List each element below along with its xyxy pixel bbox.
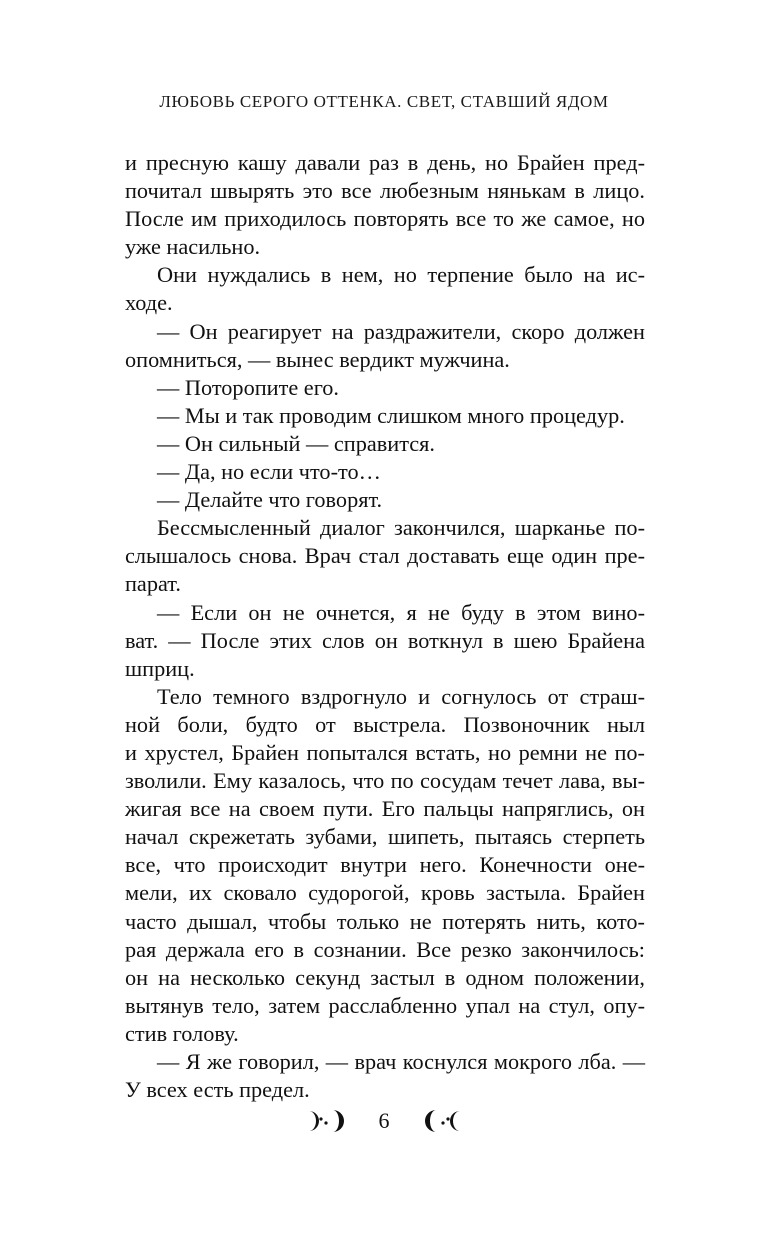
- text-line: После им приходилось повторять все то же самое, но: [125, 206, 645, 232]
- text-line: мели, их сковало судорогой, кровь застыла. Брайен: [125, 880, 645, 906]
- text-line: стив голову.: [125, 1020, 239, 1046]
- text-line: — Поторопите его.: [157, 374, 340, 400]
- text-line: зволили. Ему казалось, что по сосудам течет лава, вы-: [125, 768, 645, 794]
- text-line: уже насильно.: [125, 234, 261, 260]
- text-line: — Он реагирует на раздражители, скоро должен: [157, 318, 645, 344]
- text-line: все, что происходит внутри него. Конечности оне-: [125, 852, 645, 878]
- text-line: У всех есть предел.: [125, 1077, 310, 1103]
- text-line: рая держала его в сознании. Все резко закончилось:: [125, 936, 645, 962]
- text-line: часто дышал, чтобы только не потерять нить, кото-: [125, 908, 645, 934]
- page-footer: [0, 1108, 768, 1134]
- text-line: — Делайте что говорят.: [157, 487, 383, 513]
- running-header: ЛЮБОВЬ СЕРОГО ОТТЕНКА. СВЕТ, СТАВШИЙ ЯДОМ: [159, 92, 609, 111]
- text-line: Бессмысленный диалог закончился, шарканье по-: [157, 515, 645, 541]
- waxing-moons-icon: [305, 1108, 349, 1134]
- text-line: почитал швырять это все любезным нянькам в лицо.: [125, 178, 645, 204]
- text-line: жигая все на своем пути. Его пальцы напряглись, он: [125, 796, 645, 822]
- text-line: — Я же говорил, — врач коснулся мокрого лба. —: [157, 1049, 645, 1074]
- text-line: Они нуждались в нем, но терпение было на ис-: [157, 262, 645, 288]
- text-line: — Мы и так проводим слишком много процедур.: [157, 402, 625, 428]
- text-line: — Если он не очнется, я не буду в этом вино-: [157, 599, 645, 625]
- text-line: слышалось снова. Врач стал доставать еще один пре-: [125, 543, 645, 569]
- text-line: он на несколько секунд застыл в одном положении,: [125, 964, 645, 990]
- text-line: ной боли, будто от выстрела. Позвоночник ныл: [125, 711, 645, 737]
- text-line: и хрустел, Брайен попытался встать, но ремни не по-: [125, 739, 645, 765]
- text-line: и пресную кашу давали раз в день, но Брайен пред-: [125, 150, 645, 175]
- text-line: начал скрежетать зубами, шипеть, пытаясь стерпеть: [125, 824, 645, 850]
- text-line: опомниться, — вынес вердикт мужчина.: [125, 346, 510, 372]
- waning-moons-icon: [420, 1108, 464, 1134]
- text-line: шприц.: [125, 655, 195, 681]
- text-line: вытянув тело, затем расслабленно упал на стул, опу-: [125, 992, 645, 1018]
- text-line: — Он сильный — справится.: [157, 430, 435, 456]
- text-line: ват. — После этих слов он воткнул в шею Брайена: [125, 627, 645, 653]
- text-line: — Да, но если что-то…: [157, 459, 381, 485]
- text-line: ходе.: [125, 290, 173, 316]
- text-line: Тело темного вздрогнуло и согнулось от страш-: [157, 683, 645, 709]
- body-text: [125, 149, 645, 1104]
- text-line: парат.: [125, 571, 181, 597]
- page-number: 6: [378, 1108, 390, 1133]
